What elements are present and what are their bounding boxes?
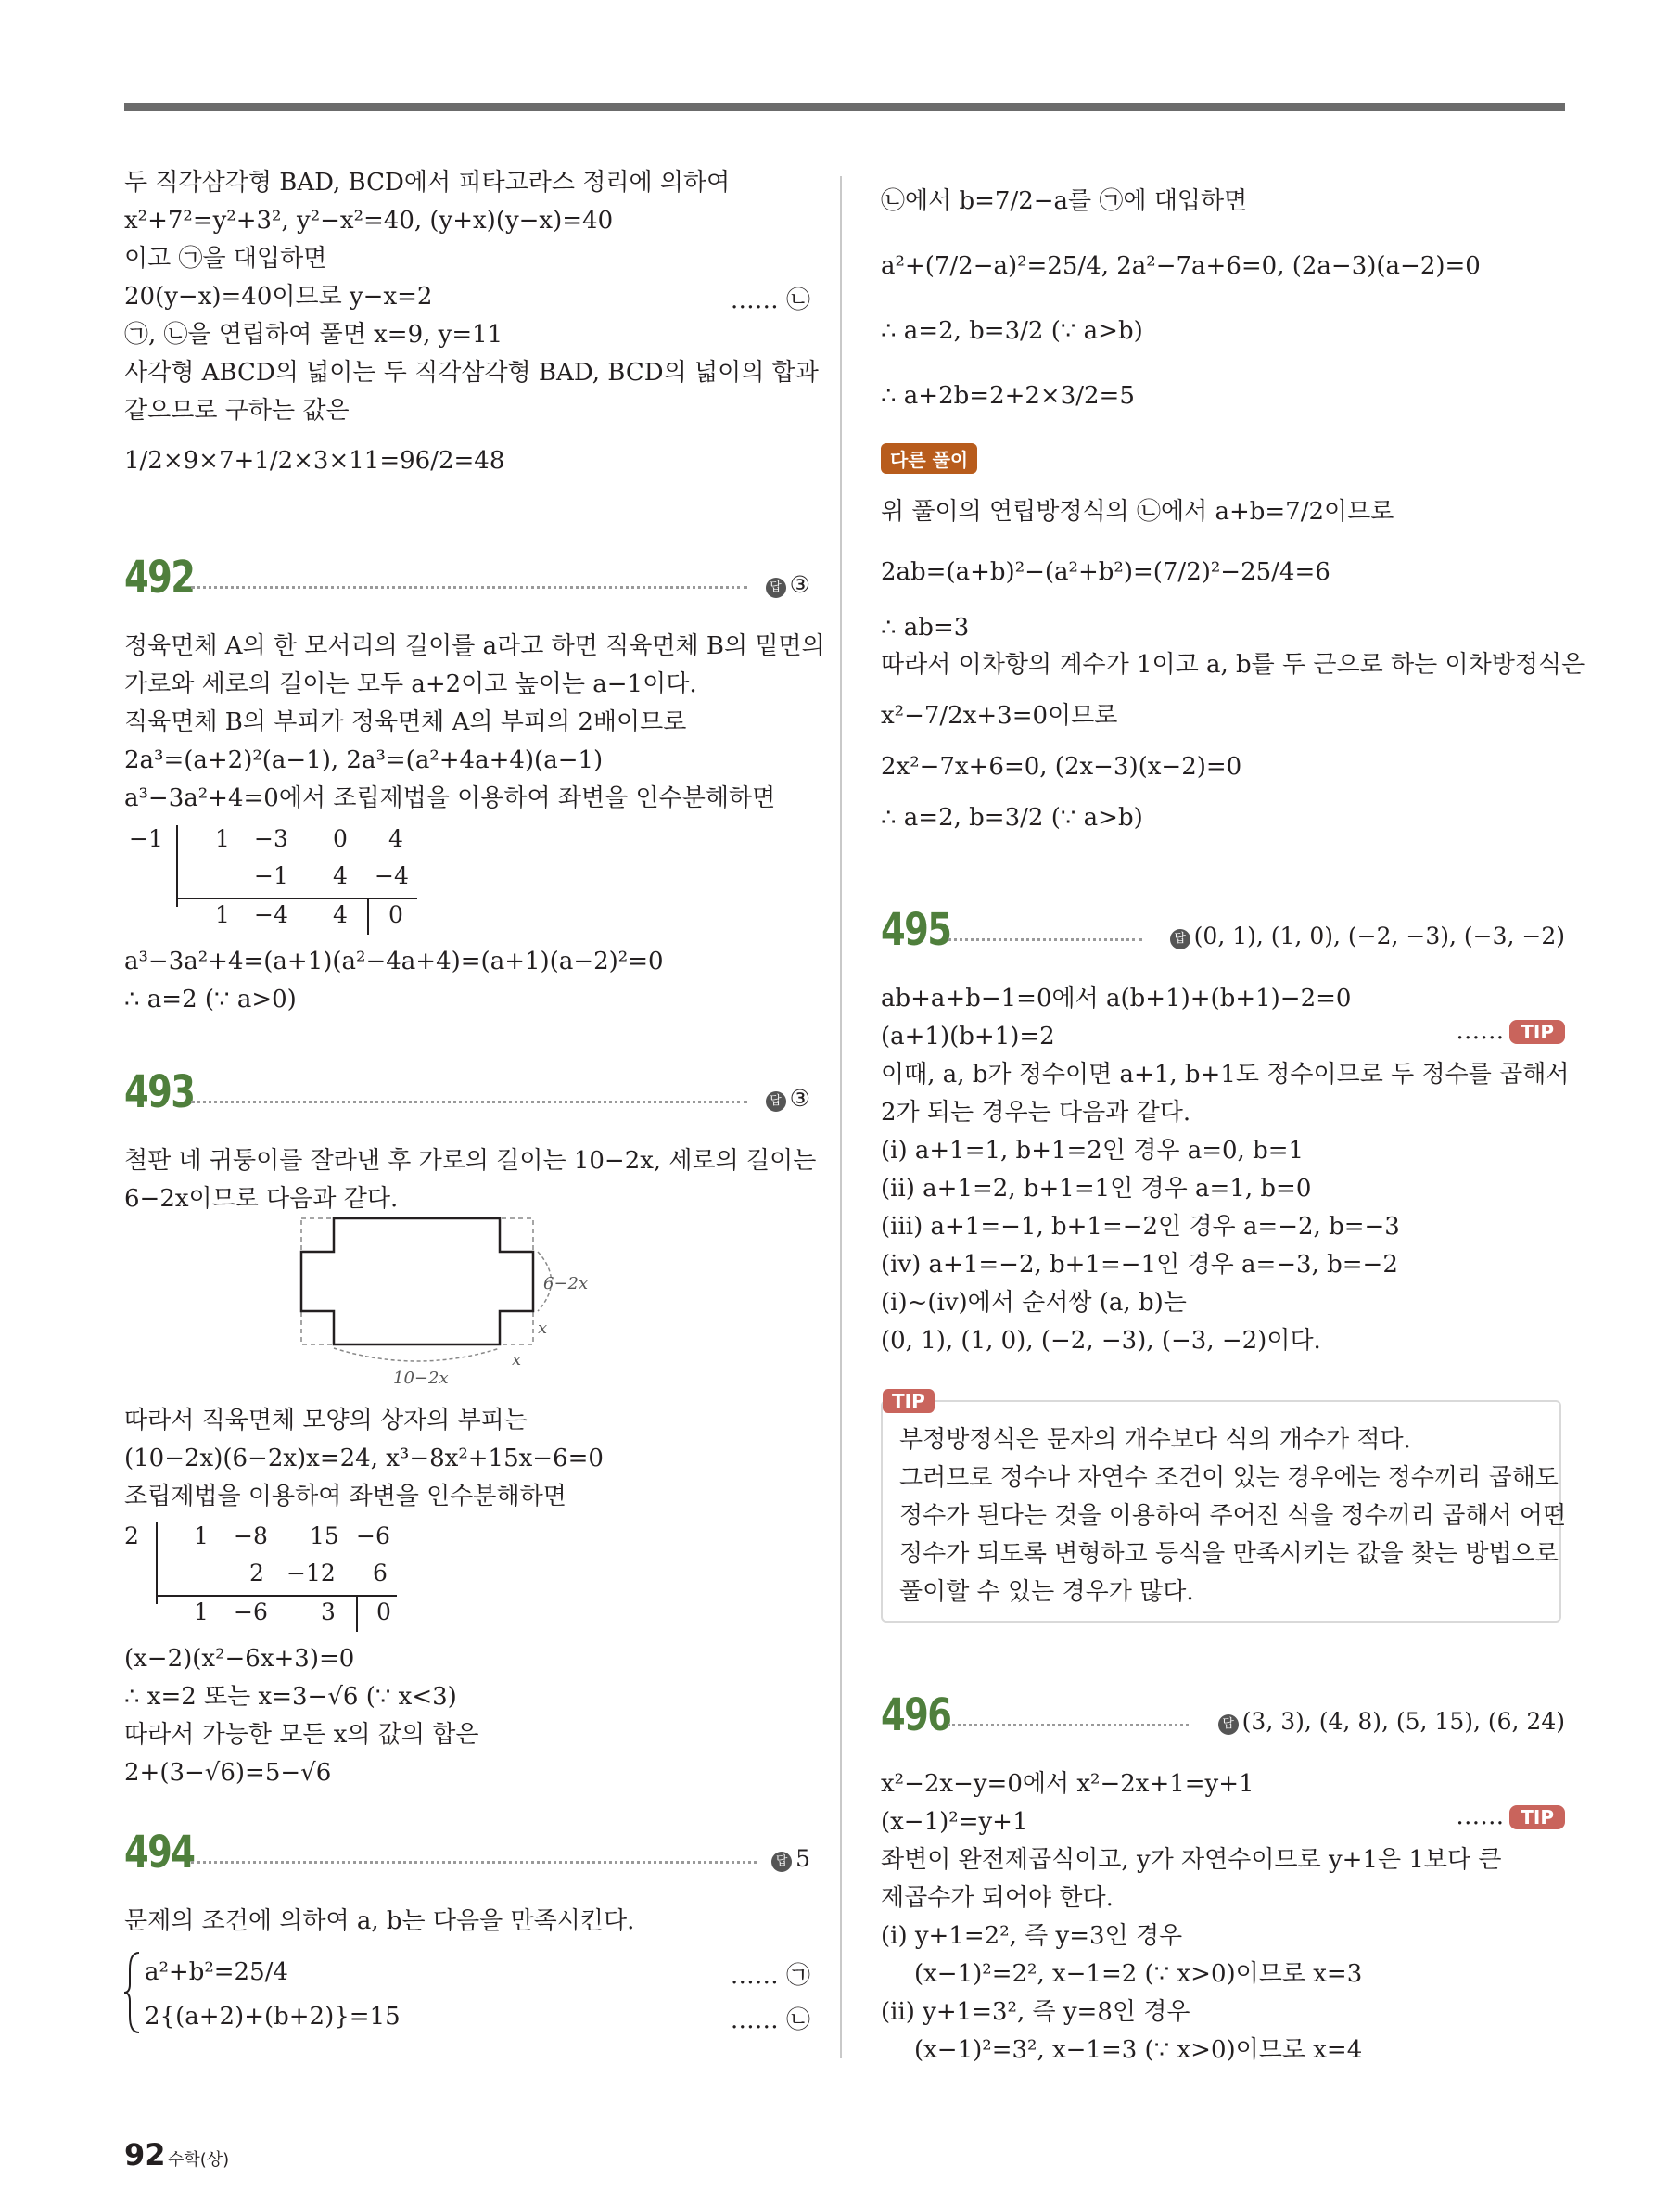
text-line: 2가 되는 경우는 다음과 같다.: [881, 1099, 1191, 1127]
text-line: ㉡에서 b=7/2−a를 ㉠에 대입하면: [881, 187, 1248, 215]
text-line: 6−2x이므로 다음과 같다.: [124, 1185, 399, 1213]
equation-line: ∴ a=2, b=3/2 (∵ a>b): [881, 317, 1143, 345]
tip-box: [881, 1390, 1567, 1623]
equation-line: x²−2x−y=0에서 x²−2x+1=y+1: [881, 1770, 1254, 1798]
text-line: a³−3a²+4=0에서 조립제법을 이용하여 좌변을 인수분해하면: [124, 784, 776, 812]
equation-line: ∴ ab=3: [881, 614, 970, 642]
text-line: 조립제법을 이용하여 좌변을 인수분해하면: [124, 1483, 566, 1510]
synth-cell: −12: [286, 1560, 336, 1586]
synth-cell: 4: [333, 862, 348, 889]
equation-line: (x−2)(x²−6x+3)=0: [124, 1645, 355, 1673]
eq-marker: …… ㉡: [730, 2006, 810, 2034]
page-number: 92: [124, 2137, 166, 2172]
tip-line: 정수가 된다는 것을 이용하여 주어진 식을 정수끼리 곱해서 어떤: [899, 1502, 1567, 1530]
synth-cell: 2: [249, 1560, 264, 1586]
text-line: 이고 ㉠을 대입하면: [124, 245, 327, 273]
answer-icon: 답: [766, 578, 786, 598]
equation-line: (0, 1), (1, 0), (−2, −3), (−3, −2)이다.: [881, 1327, 1321, 1355]
synth-cell: 1: [215, 825, 230, 852]
synth-cell: −6: [234, 1599, 268, 1625]
equation-line: 2ab=(a+b)²−(a²+b²)=(7/2)²−25/4=6: [881, 558, 1330, 586]
case-line: (ⅰ) y+1=2², 즉 y=3인 경우: [881, 1922, 1183, 1950]
synth-cell: 1: [215, 901, 230, 928]
equation-line: ∴ a=2 (∵ a>0): [124, 986, 297, 1013]
synth-cell: −6: [356, 1522, 390, 1549]
dotted-leader: [948, 1724, 1189, 1726]
equation-line: 20(y−x)=40이므로 y−x=2: [124, 283, 433, 311]
text-line: ㉠, ㉡을 연립하여 풀면 x=9, y=11: [124, 321, 503, 349]
problem-number-492: 492: [124, 552, 195, 604]
text-line: 철판 네 귀퉁이를 잘라낸 후 가로의 길이는 10−2x, 세로의 길이는: [124, 1147, 817, 1175]
case-line: (ⅲ) a+1=−1, b+1=−2인 경우 a=−2, b=−3: [881, 1213, 1400, 1241]
system-brace: [124, 1951, 143, 2034]
text-line: 가로와 세로의 길이는 모두 a+2이고 높이는 a−1이다.: [124, 670, 697, 698]
text-line: 따라서 이차항의 계수가 1이고 a, b를 두 근으로 하는 이차방정식은: [881, 651, 1585, 679]
dotted-leader: [191, 1861, 757, 1864]
text-line: 정육면체 A의 한 모서리의 길이를 a라고 하면 직육면체 B의 밑면의: [124, 632, 825, 660]
synth-cell: −3: [254, 825, 288, 852]
equation-line: (10−2x)(6−2x)x=24, x³−8x²+15x−6=0: [124, 1445, 604, 1472]
tip-badge: TIP: [1509, 1020, 1565, 1044]
text-line: 이때, a, b가 정수이면 a+1, b+1도 정수이므로 두 정수를 곱해서: [881, 1061, 1570, 1089]
equation-line: 2+(3−√6)=5−√6: [124, 1759, 332, 1787]
answer-492: 답 ③: [766, 571, 810, 598]
text-line: 문제의 조건에 의하여 a, b는 다음을 만족시킨다.: [124, 1907, 635, 1935]
synth-cell: 0: [388, 901, 403, 928]
tip-badge: TIP: [1509, 1805, 1565, 1829]
text-line: 따라서 가능한 모든 x의 값의 합은: [124, 1721, 479, 1749]
synth-cell: 4: [388, 825, 403, 852]
synth-cell: 0: [376, 1599, 391, 1625]
text-line: (ⅰ)~(ⅳ)에서 순서쌍 (a, b)는: [881, 1289, 1187, 1317]
label-height: 6−2x: [543, 1274, 589, 1293]
synth-cell: −4: [375, 862, 409, 889]
synth-cell: 0: [333, 825, 348, 852]
equation-line: a²+(7/2−a)²=25/4, 2a²−7a+6=0, (2a−3)(a−2)=0: [881, 252, 1481, 280]
answer-icon: 답: [771, 1852, 792, 1872]
synth-cell: 3: [321, 1599, 336, 1625]
synth-cell: 6: [373, 1560, 388, 1586]
equation-line: 2a³=(a+2)²(a−1), 2a³=(a²+4a+4)(a−1): [124, 746, 604, 774]
label-x: x: [538, 1318, 548, 1338]
text-line: 같으므로 구하는 값은: [124, 397, 350, 425]
top-rule: [124, 103, 1565, 111]
equation-line: ab+a+b−1=0에서 a(b+1)+(b+1)−2=0: [881, 985, 1352, 1013]
system-eq-1: a²+b²=25/4: [145, 1958, 288, 1986]
problem-number-495: 495: [881, 904, 951, 956]
synth-root: 2: [124, 1522, 139, 1549]
text-line: 두 직각삼각형 BAD, BCD에서 피타고라스 정리에 의하여: [124, 169, 731, 197]
equation-line: ∴ a=2, b=3/2 (∵ a>b): [881, 804, 1143, 832]
dotted-leader: [948, 938, 1142, 941]
problem-number-496: 496: [881, 1689, 951, 1741]
dotted-leader: [191, 586, 747, 589]
synth-cell: 15: [310, 1522, 339, 1549]
alternative-solution-tag: 다른 풀이: [881, 443, 977, 474]
text-line: 제곱수가 되어야 한다.: [881, 1884, 1114, 1912]
equation-line: (x−1)²=2², x−1=2 (∵ x>0)이므로 x=3: [914, 1960, 1363, 1988]
label-x: x: [512, 1350, 522, 1369]
synth-cell: 1: [194, 1599, 209, 1625]
case-line: (ⅳ) a+1=−2, b+1=−1인 경우 a=−3, b=−2: [881, 1251, 1398, 1279]
system-eq-2: 2{(a+2)+(b+2)}=15: [145, 2003, 401, 2031]
tip-line: 부정방정식은 문자의 개수보다 식의 개수가 적다.: [899, 1426, 1411, 1454]
synth-cell: −8: [234, 1522, 268, 1549]
equation-line: x²+7²=y²+3², y²−x²=40, (y+x)(y−x)=40: [124, 207, 614, 235]
equation-line: a³−3a²+4=(a+1)(a²−4a+4)=(a+1)(a−2)²=0: [124, 948, 664, 975]
dotted-leader: [191, 1101, 747, 1103]
synth-cell: 1: [194, 1522, 209, 1549]
problem-number-494: 494: [124, 1827, 195, 1879]
equation-line: 2x²−7x+6=0, (2x−3)(x−2)=0: [881, 753, 1242, 781]
text-line: 따라서 직육면체 모양의 상자의 부피는: [124, 1407, 528, 1434]
label-width: 10−2x: [393, 1369, 449, 1388]
case-line: (ⅱ) a+1=2, b+1=1인 경우 a=1, b=0: [881, 1175, 1312, 1203]
tip-line: 정수가 되도록 변형하고 등식을 만족시키는 값을 찾는 방법으로: [899, 1540, 1559, 1568]
answer-496: 답 (3, 3), (4, 8), (5, 15), (6, 24): [1218, 1708, 1565, 1735]
text-line: 직육면체 B의 부피가 정육면체 A의 부피의 2배이므로: [124, 708, 687, 736]
synth-cell: 4: [333, 901, 348, 928]
answer-495: 답 (0, 1), (1, 0), (−2, −3), (−3, −2): [1170, 923, 1565, 949]
text-line: 위 풀이의 연립방정식의 ㉡에서 a+b=7/2이므로: [881, 498, 1394, 526]
case-line: (ⅰ) a+1=1, b+1=2인 경우 a=0, b=1: [881, 1137, 1305, 1165]
answer-icon: 답: [1170, 929, 1190, 949]
equation-line: ∴ x=2 또는 x=3−√6 (∵ x<3): [124, 1683, 457, 1711]
equation-line: (x−1)²=3², x−1=3 (∵ x>0)이므로 x=4: [914, 2036, 1363, 2064]
tip-box-label: TIP: [883, 1389, 935, 1413]
equation-line: x²−7/2x+3=0이므로: [881, 702, 1118, 730]
equation-line: (a+1)(b+1)=2: [881, 1023, 1055, 1051]
equation-line: (x−1)²=y+1: [881, 1808, 1028, 1836]
eq-marker: …… ㉠: [730, 1962, 810, 1990]
box-net-figure: [300, 1217, 589, 1402]
case-line: (ⅱ) y+1=3², 즉 y=8인 경우: [881, 1998, 1190, 2026]
equation-line: ∴ a+2b=2+2×3/2=5: [881, 382, 1135, 410]
tip-marker: …… TIP: [1456, 1802, 1565, 1830]
answer-icon: 답: [766, 1091, 786, 1112]
tip-line: 풀이할 수 있는 경우가 많다.: [899, 1578, 1194, 1606]
synth-root: −1: [129, 825, 163, 852]
tip-line: 그러므로 정수나 자연수 조건이 있는 경우에는 정수끼리 곱해도: [899, 1464, 1559, 1492]
text-line: 좌변이 완전제곱식이고, y가 자연수이므로 y+1은 1보다 큰: [881, 1846, 1502, 1874]
synth-cell: −4: [254, 901, 288, 928]
column-divider: [840, 176, 842, 2058]
synth-cell: −1: [254, 862, 288, 889]
answer-494: 답 5: [771, 1845, 810, 1872]
text-line: 사각형 ABCD의 넓이는 두 직각삼각형 BAD, BCD의 넓이의 합과: [124, 359, 819, 387]
book-title: 수학(상): [168, 2150, 230, 2170]
problem-number-493: 493: [124, 1066, 195, 1118]
answer-493: 답 ③: [766, 1085, 810, 1112]
answer-icon: 답: [1218, 1714, 1239, 1735]
equation-line: 1/2×9×7+1/2×3×11=96/2=48: [124, 447, 505, 475]
tip-marker: …… TIP: [1456, 1017, 1565, 1045]
eq-marker: …… ㉡: [730, 287, 810, 314]
